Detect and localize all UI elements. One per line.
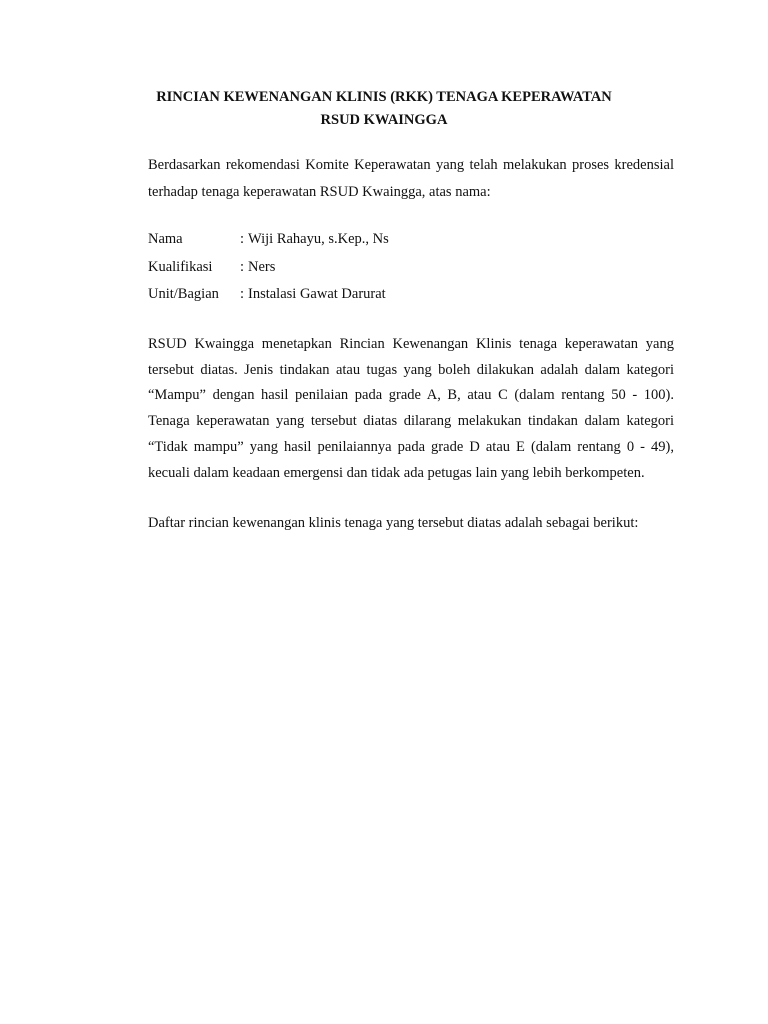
field-label: Kualifikasi xyxy=(148,258,213,275)
closing-paragraph: Daftar rincian kewenangan klinis tenaga yang tersebut diatas adalah sebagai berikut: xyxy=(148,515,639,531)
field-row-nama xyxy=(148,227,389,255)
intro-paragraph: Berdasarkan rekomendasi Komite Keperawatan yang telah melakukan proses kredensial terhadap tenaga keperawatan RSUD Kwaingga, atas nama: xyxy=(148,157,674,200)
field-row-unit-bagian xyxy=(148,282,389,310)
field-value: Instalasi Gawat Darurat xyxy=(248,286,386,302)
identity-fields xyxy=(148,227,389,310)
field-row-kualifikasi xyxy=(148,255,389,283)
field-value: Wiji Rahayu, s.Kep., Ns xyxy=(248,231,389,247)
document-title-line1: RINCIAN KEWENANGAN KLINIS (RKK) TENAGA KEPERAWATAN xyxy=(156,89,612,105)
field-label: Unit/Bagian xyxy=(148,286,219,302)
field-separator: : xyxy=(240,258,245,275)
document-title-line2: RSUD KWAINGGA xyxy=(320,112,448,128)
field-value: Ners xyxy=(248,258,276,275)
body-paragraph: RSUD Kwaingga menetapkan Rincian Kewenangan Klinis tenaga keperawatan yang tersebut diatas. Jenis tindakan atau tugas yang boleh dilakukan adalah dalam kategori “Mampu” dengan hasil penilaian pada grade A, B, atau C (dalam rentang 50 - 100). Tenaga keperawatan yang tersebut diatas dilarang melakukan tindakan dalam kategori “Tidak mampu” yang hasil penilaiannya pada grade D atau E (dalam rentang 0 - 49), kecuali dalam keadaan emergensi dan tidak ada petugas lain yang lebih berkompeten. xyxy=(148,336,674,481)
field-separator: : xyxy=(240,231,245,247)
field-label: Nama xyxy=(148,231,183,247)
field-separator: : xyxy=(240,286,245,302)
